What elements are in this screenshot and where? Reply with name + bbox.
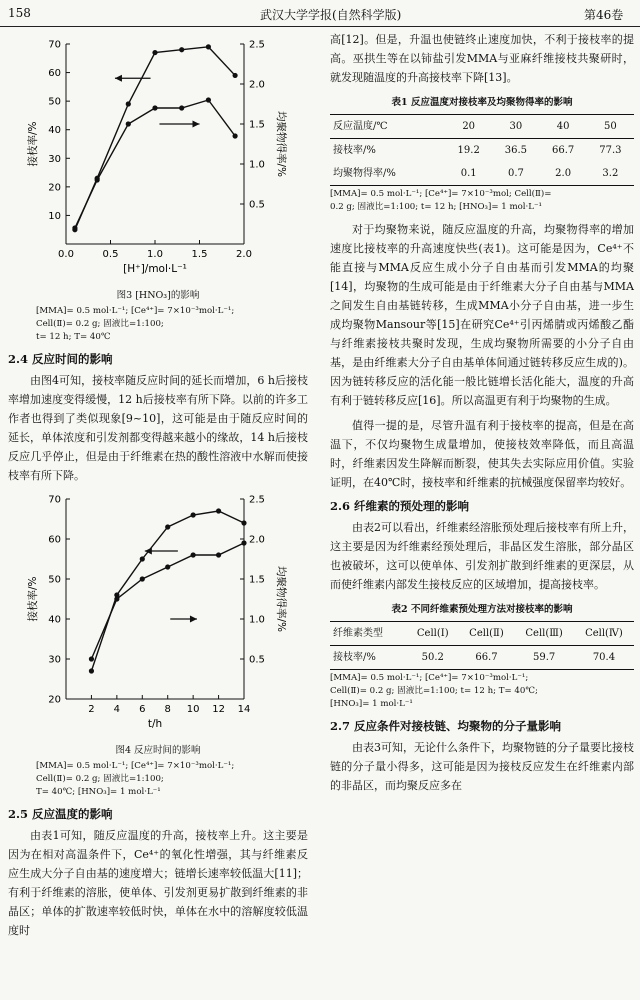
data-point <box>165 524 170 529</box>
page-header <box>0 0 640 27</box>
table-cell: 77.3 <box>599 145 622 156</box>
series-line <box>75 100 235 228</box>
data-point <box>126 101 131 106</box>
table-2 <box>330 621 634 670</box>
section-2-5-title: 2.5 反应温度的影响 <box>8 807 113 821</box>
series-line <box>91 511 244 671</box>
section-2-4-text: 由图4可知，接枝率随反应时间的延长而增加，6 h后接枝率增加速度变得缓慢，12 h后接枝率有所下降。以前的许多工作者也得到了类似现象[9~10]，这可能是由于随反应时间的延长，单体浓度和引发剂都变得越来越小的缘故，14 h后接枝反应几乎停止，但是由于纤维素在热的酸性溶液中水解而使接枝率有所下降。 <box>8 374 308 482</box>
y-tick-label: 40 <box>48 125 61 137</box>
table-1-header-cell: 反应温度/℃ <box>330 115 445 139</box>
data-point <box>89 656 94 661</box>
volume-label: 第46卷 <box>584 8 624 22</box>
y-axis-label: 接枝率/% <box>27 121 39 167</box>
table-cell: 50.2 <box>421 652 444 663</box>
x-tick-label: 1.5 <box>191 249 208 260</box>
figure-4-note-line: [MMA]= 0.5 mol·L⁻¹; [Ce⁴⁺]= 7×10⁻³mol·L⁻¹; <box>36 761 235 771</box>
figure-4-chart <box>8 485 308 735</box>
data-point <box>95 177 100 182</box>
table-2-caption: 表2 不同纤维素预处理方法对接枝率的影响 <box>391 604 573 615</box>
figure-3-caption: 图3 [HNO₃]的影响 <box>116 290 200 301</box>
table-row <box>330 139 634 163</box>
table-1-note <box>330 188 634 214</box>
journal-title: 武汉大学学报(自然科学版) <box>260 8 402 22</box>
table-2-note-line: Cell(Ⅱ)= 0.2 g; 固液比=1:100; t= 12 h; T= 40℃; <box>330 686 538 696</box>
data-point <box>140 556 145 561</box>
data-point <box>233 133 238 138</box>
data-point <box>140 576 145 581</box>
y-right-tick-label: 1.5 <box>249 574 265 586</box>
table-2-header-row <box>330 622 634 646</box>
table-cell: 59.7 <box>532 652 556 663</box>
left-column <box>8 30 308 940</box>
data-point <box>179 47 184 52</box>
x-axis-label: t/h <box>147 718 163 730</box>
table-cell: 2.0 <box>555 168 572 179</box>
table-2-header-cell: Cell(Ⅰ) <box>407 622 459 646</box>
x-tick-label: 2 <box>88 704 95 715</box>
table-cell: 均聚物得率/% <box>333 168 396 179</box>
x-tick-label: 14 <box>237 704 251 715</box>
y-right-tick-label: 2.0 <box>249 79 265 91</box>
table-1-header-row <box>330 115 634 139</box>
table-1-header-cell: 20 <box>445 115 492 139</box>
section-2-7-title: 2.7 反应条件对接枝链、均聚物的分子量影响 <box>330 719 562 733</box>
table-row <box>330 646 634 670</box>
data-point <box>72 225 77 230</box>
data-point <box>241 520 246 525</box>
table-2-header-cell: 纤维素类型 <box>330 622 407 646</box>
table-cell: 19.2 <box>457 145 480 156</box>
table-cell: 0.1 <box>460 168 477 179</box>
table-cell: 接枝率/% <box>333 652 376 663</box>
table-cell: 66.7 <box>475 652 498 663</box>
y-right-tick-label: 2.5 <box>249 39 265 51</box>
table-2-header-cell: Cell(Ⅲ) <box>514 622 574 646</box>
right-column <box>330 30 634 795</box>
table-1 <box>330 114 634 186</box>
table-cell: 70.4 <box>592 652 616 663</box>
table-row <box>330 162 634 186</box>
y-right-tick-label: 1.0 <box>249 159 265 171</box>
y-right-tick-label: 0.5 <box>249 654 265 666</box>
section-2-5-text: 由表1可知，随反应温度的升高，接枝率上升。这主要是因为在相对高温条件下，Ce⁴⁺的氧化性增强，其与纤维素反应生成大分子自由基的速度增大；链增长速率较低温大[11]；有利于纤维素的溶胀，使单体、引发剂更易扩散到纤维素的非晶区；单体的扩散速率较低时快，单体在水中的溶解度较低温度时 <box>8 829 308 937</box>
paragraph: 对于均聚物来说，随反应温度的升高，均聚物得率的增加速度比接枝率的升高速度快些(表1)。这可能是因为，Ce⁴⁺不能直接与MMA反应生成小分子自由基而引发MMA的均聚[14]，均聚物的生成可能是由于纤维素大分子自由基与MMA之间发生自由基链转移，生成MMA小分子自由基，进一步生成均聚物Mansour等[15]在研究Ce⁴⁺引丙烯腈或丙烯酸乙酯与纤维素接枝共聚时发现，生成均聚物所需要的小分子自由基，是由纤维素大分子自由基单体间通过链转移反应生成的)。因为链转移反应的活化能一般比链增长活化能大，温度的升高有利于链转移反应[16]。所以高温更有利于均聚物的生成。 <box>330 223 634 407</box>
y-tick-label: 60 <box>48 68 61 80</box>
section-2-4-title: 2.4 反应时间的影响 <box>8 352 113 366</box>
table-1-header-cell: 40 <box>540 115 587 139</box>
figure-4-note <box>8 760 308 799</box>
axis-arrow-head <box>190 616 197 623</box>
table-2-note-line: [HNO₃]= 1 mol·L⁻¹ <box>330 699 413 709</box>
y-tick-label: 10 <box>48 210 61 222</box>
data-point <box>206 44 211 49</box>
y-tick-label: 20 <box>48 182 61 194</box>
y-tick-label: 50 <box>48 574 61 586</box>
x-tick-label: 12 <box>212 704 225 715</box>
table-1-header-cell: 30 <box>492 115 539 139</box>
y-tick-label: 50 <box>48 96 61 108</box>
data-point <box>216 508 221 513</box>
table-cell: 36.5 <box>504 145 528 156</box>
x-tick-label: 1.0 <box>147 249 163 260</box>
x-axis-label: [H⁺]/mol·L⁻¹ <box>123 263 187 275</box>
data-point <box>152 105 157 110</box>
axis-arrow-head <box>193 121 200 128</box>
page-number: 158 <box>8 6 31 20</box>
axis-arrow-head <box>115 75 122 82</box>
y-right-tick-label: 2.5 <box>249 494 265 506</box>
y-tick-label: 30 <box>48 153 61 165</box>
table-cell: 接枝率/% <box>333 145 376 156</box>
x-tick-label: 10 <box>186 704 200 715</box>
x-tick-label: 0.5 <box>102 249 119 260</box>
data-point <box>241 540 246 545</box>
x-tick-label: 2.0 <box>236 249 252 260</box>
data-point <box>126 121 131 126</box>
table-2-note <box>330 672 634 711</box>
table-2-header-cell: Cell(Ⅳ) <box>574 622 634 646</box>
data-point <box>114 596 119 601</box>
figure-3-note-line: t= 12 h; T= 40℃ <box>36 332 111 342</box>
figure-3-note <box>8 305 308 344</box>
figure-4-note-line: Cell(Ⅱ)= 0.2 g; 固液比=1:100; <box>36 774 164 784</box>
table-1-header-cell: 50 <box>587 115 634 139</box>
series-line <box>75 47 235 230</box>
x-tick-label: 0.0 <box>58 249 74 260</box>
y-right-tick-label: 1.0 <box>249 614 265 626</box>
y-tick-label: 70 <box>48 494 61 506</box>
figure-3-note-line: [MMA]= 0.5 mol·L⁻¹; [Ce⁴⁺]= 7×10⁻³mol·L⁻¹; <box>36 306 235 316</box>
table-1-note-line: [MMA]= 0.5 mol·L⁻¹; [Ce⁴⁺]= 7×10⁻³mol; Cell(Ⅱ)= <box>330 189 552 199</box>
y-tick-label: 60 <box>48 534 61 546</box>
section-2-7-text: 由表3可知，无论什么条件下，均聚物链的分子量要比接枝链的分子量小得多，这可能是因为接枝反应发生在纤维素内部的非晶区，而均聚反应多在 <box>330 741 634 792</box>
paragraph: 值得一提的是，尽管升温有利于接枝率的提高，但是在高温下，不仅均聚物生成量增加，使接枝效率降低，而且高温时，纤维素因发生降解而断裂，使其失去实际应用价值。实验证明，在40℃时，接枝率和纤维素的抗械强度保留率均较好。 <box>330 419 634 489</box>
y-right-tick-label: 2.0 <box>249 534 265 546</box>
y-tick-label: 40 <box>48 614 61 626</box>
table-2-header-cell: Cell(Ⅱ) <box>459 622 515 646</box>
data-point <box>233 73 238 78</box>
data-point <box>206 97 211 102</box>
figure-3-note-line: Cell(Ⅱ)= 0.2 g; 固液比=1:100; <box>36 319 164 329</box>
y-tick-label: 70 <box>48 39 61 51</box>
table-cell: 3.2 <box>602 168 619 179</box>
figure-4-note-line: T= 40℃; [HNO₃]= 1 mol·L⁻¹ <box>36 787 161 797</box>
data-point <box>191 552 196 557</box>
y-tick-label: 30 <box>48 654 61 666</box>
paragraph-continued: 高[12]。但是，升温也使链终止速度加快，不利于接枝率的提高。巫拱生等在以铈盐引发MMA与亚麻纤维接枝共聚研时，就发现随温度的升高接枝率下降[13]。 <box>330 33 634 84</box>
section-2-6-text: 由表2可以看出，纤维素经溶胀预处理后接枝率有所上升，这主要是因为纤维素经预处理后，非晶区发生溶胀，部分晶区也被破坏，这可以使单体、引发剂扩散到纤维素的更深层，从而使纤维素内部发生接枝反应的区域增加，提高接枝率。 <box>330 521 634 591</box>
x-tick-label: 6 <box>139 704 146 715</box>
section-2-6-title: 2.6 纤维素的预处理的影响 <box>330 499 470 513</box>
table-1-caption: 表1 反应温度对接枝率及均聚物得率的影响 <box>391 97 573 108</box>
y-right-axis-label: 均聚物得率/% <box>275 110 287 178</box>
y-right-tick-label: 1.5 <box>249 119 265 131</box>
y-axis-label: 接枝率/% <box>27 576 39 622</box>
x-tick-label: 4 <box>113 704 121 715</box>
data-point <box>152 50 157 55</box>
data-point <box>191 512 196 517</box>
figure-4-caption: 图4 反应时间的影响 <box>115 745 201 756</box>
table-1-note-line: 0.2 g; 固液比=1:100; t= 12 h; [HNO₃]= 1 mol·L⁻¹ <box>330 202 542 212</box>
y-right-tick-label: 0.5 <box>249 199 265 211</box>
data-point <box>179 105 184 110</box>
x-tick-label: 8 <box>164 704 171 715</box>
table-cell: 66.7 <box>551 145 575 156</box>
table-2-note-line: [MMA]= 0.5 mol·L⁻¹; [Ce⁴⁺]= 7×10⁻³mol·L⁻¹; <box>330 673 529 683</box>
table-cell: 0.7 <box>507 168 524 179</box>
figure-3-chart <box>8 30 308 280</box>
data-point <box>165 564 170 569</box>
data-point <box>89 668 94 673</box>
y-right-axis-label: 均聚物得率/% <box>275 565 287 633</box>
y-tick-label: 20 <box>48 694 61 706</box>
data-point <box>216 552 221 557</box>
